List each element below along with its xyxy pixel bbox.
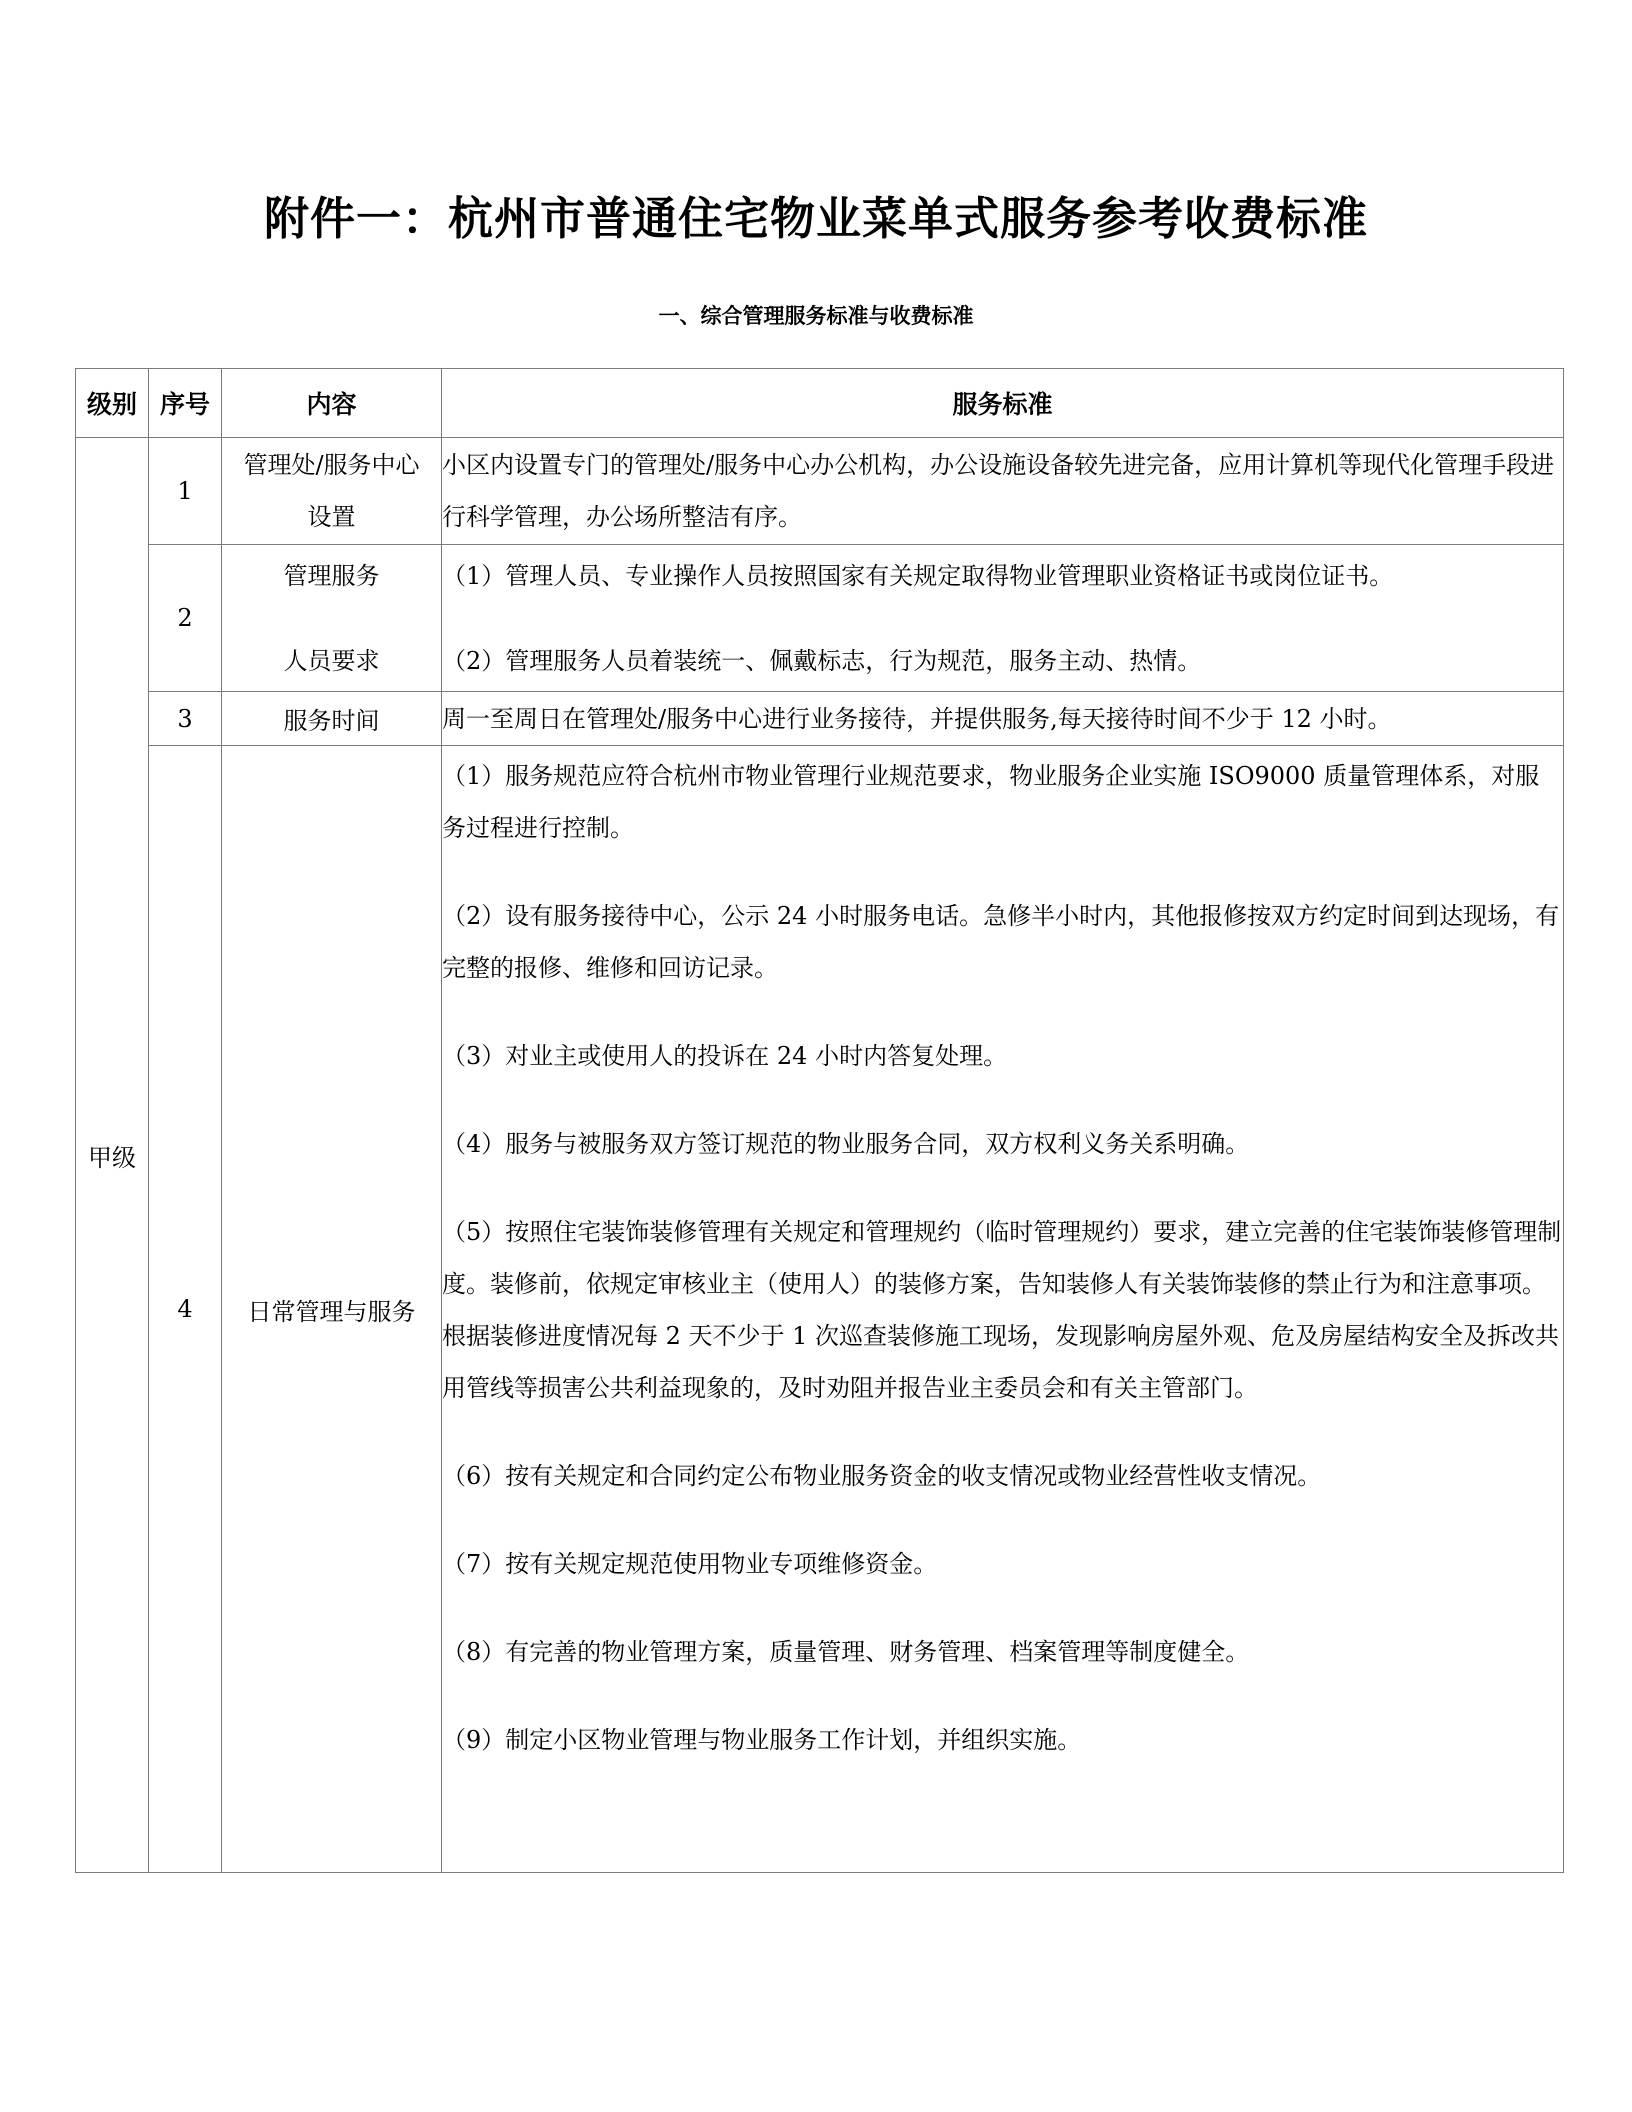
content-cell: 服务时间 [222, 692, 442, 746]
standard-item: （1）服务规范应符合杭州市物业管理行业规范要求，物业服务企业实施 ISO9000 质量管理体系，对服务过程进行控制。 [442, 762, 1540, 842]
standard-item: （3）对业主或使用人的投诉在 24 小时内答复处理。 [442, 1042, 1008, 1070]
document-title: 附件一：杭州市普通住宅物业菜单式服务参考收费标准 [263, 192, 1368, 245]
header-level: 级别 [76, 369, 149, 438]
section-heading: 一、综合管理服务标准与收费标准 [658, 304, 974, 328]
content-cell: 日常管理与服务 [222, 746, 442, 1873]
standard-text: 小区内设置专门的管理处/服务中心办公机构，办公设施设备较先进完备，应用计算机等现代化管理手段进行科学管理，办公场所整洁有序。 [442, 451, 1555, 531]
content-line: 设置 [307, 503, 356, 531]
standard-item: （2）设有服务接待中心，公示 24 小时服务电话。急修半小时内，其他报修按双方约定时间到达现场，有完整的报修、维修和回访记录。 [442, 902, 1560, 982]
content-cell [222, 438, 442, 545]
table-header-row [76, 369, 1564, 438]
content-line: 人员要求 [283, 646, 380, 675]
standard-text: 周一至周日在管理处/服务中心进行业务接待，并提供服务,每天接待时间不少于 12 小时。 [442, 704, 1392, 733]
seq-cell: 3 [149, 692, 222, 746]
standard-item: （2）管理服务人员着装统一、佩戴标志，行为规范，服务主动、热情。 [442, 646, 1202, 675]
table-row [76, 746, 1564, 1873]
seq-cell: 4 [149, 746, 222, 1873]
header-standard: 服务标准 [442, 369, 1564, 438]
level-cell: 甲级 [76, 438, 149, 1873]
standard-item: （9）制定小区物业管理与物业服务工作计划，并组织实施。 [442, 1726, 1082, 1754]
standard-item: （6）按有关规定和合同约定公布物业服务资金的收支情况或物业经营性收支情况。 [442, 1462, 1322, 1490]
table-row [76, 545, 1564, 692]
header-seq: 序号 [149, 369, 222, 438]
standard-item: （4）服务与被服务双方签订规范的物业服务合同，双方权利义务关系明确。 [442, 1130, 1250, 1158]
table-row [76, 692, 1564, 746]
header-content: 内容 [222, 369, 442, 438]
seq-cell: 2 [149, 545, 222, 692]
standard-cell [442, 545, 1564, 692]
content-line: 管理服务 [283, 561, 380, 590]
standard-item: （7）按有关规定规范使用物业专项维修资金。 [442, 1550, 938, 1578]
table-row [76, 438, 1564, 545]
seq-cell: 1 [149, 438, 222, 545]
standard-cell [442, 746, 1564, 1873]
content-line: 管理处/服务中心 [243, 451, 420, 479]
standard-cell [442, 438, 1564, 545]
service-standard-table [75, 368, 1564, 1873]
standard-item: （1）管理人员、专业操作人员按照国家有关规定取得物业管理职业资格证书或岗位证书。 [442, 561, 1394, 590]
standard-item: （5）按照住宅装饰装修管理有关规定和管理规约（临时管理规约）要求，建立完善的住宅装饰装修管理制度。装修前，依规定审核业主（使用人）的装修方案，告知装修人有关装饰装修的禁止行为和注意事项。根据装修进度情况每 2 天不少于 1 次巡查装修施工现场，发现影响房屋外观、危及房屋结构安全及拆改共用管线等损害公共利益现象的，及时劝阻并报告业主委员会和有关主管部门。 [442, 1218, 1562, 1402]
standard-cell [442, 692, 1564, 746]
content-cell [222, 545, 442, 692]
standard-item: （8）有完善的物业管理方案，质量管理、财务管理、档案管理等制度健全。 [442, 1638, 1250, 1666]
